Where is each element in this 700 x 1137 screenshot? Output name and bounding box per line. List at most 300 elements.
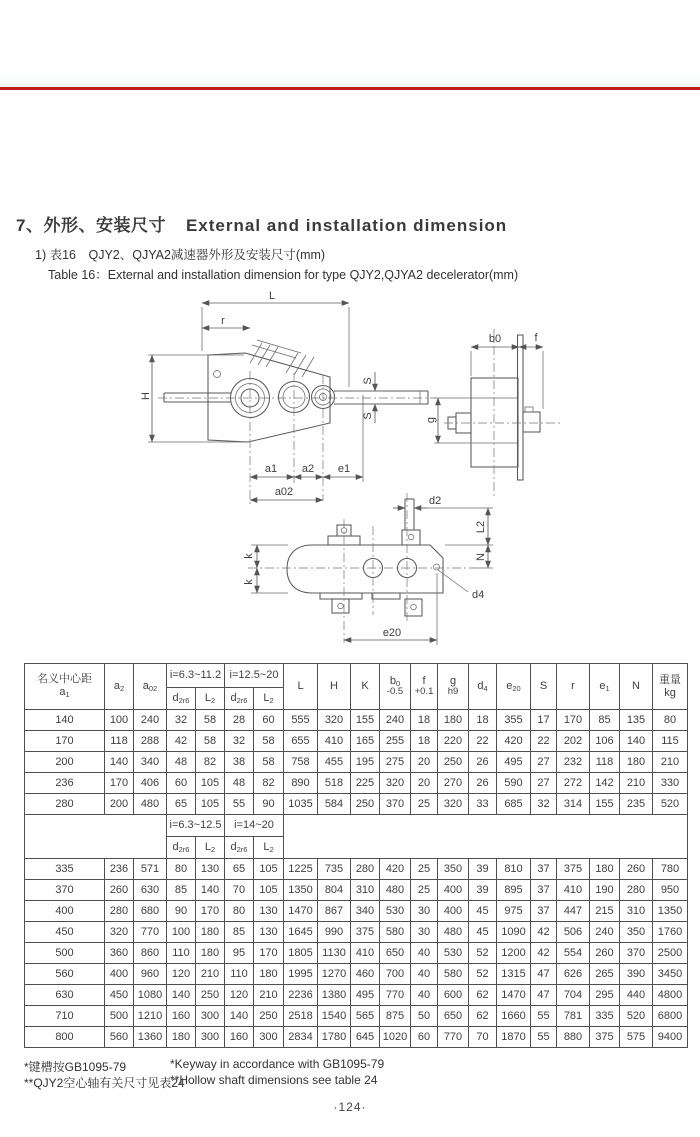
dim-label-e1: e1 [337, 463, 351, 475]
cell: 810 [497, 859, 531, 880]
cell: 260 [105, 880, 134, 901]
cell: 37 [531, 901, 557, 922]
cell: 390 [620, 964, 653, 985]
cell: 39 [469, 880, 497, 901]
cell: 106 [590, 731, 620, 752]
col-header-L2-hi: $L_2$ [196, 688, 225, 710]
cell: 58 [254, 752, 284, 773]
cell: 80 [225, 901, 254, 922]
cell: 22 [531, 731, 557, 752]
mid-header-empty-right [284, 815, 688, 859]
cell: 130 [254, 901, 284, 922]
cell: 210 [653, 752, 688, 773]
cell: 895 [497, 880, 531, 901]
col-header-g: g h9 [438, 664, 469, 710]
cell: 340 [351, 901, 380, 922]
cell: 135 [620, 710, 653, 731]
dim-label-S-top: S [362, 377, 374, 385]
cell-a1: 170 [25, 731, 105, 752]
cell: 42 [531, 943, 557, 964]
cell: 260 [620, 859, 653, 880]
table-row [25, 710, 688, 731]
cell: 62 [469, 985, 497, 1006]
dim-label-b0: b0 [488, 333, 502, 345]
cell: 1995 [284, 964, 318, 985]
cell: 450 [105, 985, 134, 1006]
dim-label-S-bottom: S [362, 412, 374, 420]
cell: 210 [620, 773, 653, 794]
table-row [25, 752, 688, 773]
col-header-weight: 重量 kg [653, 664, 688, 710]
cell: 100 [167, 922, 196, 943]
cell: 300 [254, 1027, 284, 1048]
cell: 265 [590, 964, 620, 985]
cell: 295 [590, 985, 620, 1006]
cell: 26 [469, 752, 497, 773]
cell: 340 [134, 752, 167, 773]
cell: 45 [469, 901, 497, 922]
cell: 105 [254, 859, 284, 880]
cell: 310 [351, 880, 380, 901]
cell: 520 [620, 1006, 653, 1027]
cell: 480 [134, 794, 167, 815]
cell: 55 [531, 1027, 557, 1048]
cell: 685 [497, 794, 531, 815]
cell: 37 [531, 880, 557, 901]
cell: 350 [438, 859, 469, 880]
cell: 25 [411, 859, 438, 880]
cell: 40 [411, 943, 438, 964]
cell: 6800 [653, 1006, 688, 1027]
col-header-d4: $d_4$ [469, 664, 497, 710]
cell: 875 [380, 1006, 411, 1027]
cell: 410 [557, 880, 590, 901]
cell: 52 [469, 943, 497, 964]
col-header-S: S [531, 664, 557, 710]
table-row [25, 943, 688, 964]
dim-label-a1: a1 [264, 463, 278, 475]
cell: 495 [351, 985, 380, 1006]
cell: 30 [411, 922, 438, 943]
col-header-H: H [318, 664, 351, 710]
dim-label-k-top: k [243, 553, 255, 559]
cell-a1: 500 [25, 943, 105, 964]
table-row [25, 731, 688, 752]
cell: 65 [225, 859, 254, 880]
table-row [25, 1027, 688, 1048]
cell: 250 [438, 752, 469, 773]
cell: 1470 [497, 985, 531, 1006]
cell: 155 [590, 794, 620, 815]
cell: 1360 [134, 1027, 167, 1048]
cell: 860 [134, 943, 167, 964]
cell: 180 [167, 1027, 196, 1048]
cell: 310 [620, 901, 653, 922]
cell: 140 [167, 985, 196, 1006]
cell: 447 [557, 901, 590, 922]
cell: 1225 [284, 859, 318, 880]
cell: 30 [411, 901, 438, 922]
footnote-hollow-shaft-zh: **QJY2空心轴有关尺寸见表24 [24, 1076, 185, 1090]
cell: 105 [196, 794, 225, 815]
cell: 220 [438, 731, 469, 752]
cell: 1540 [318, 1006, 351, 1027]
cell: 288 [134, 731, 167, 752]
dim-label-L2: L2 [475, 520, 487, 534]
page-title-en: External and installation dimension [185, 216, 508, 235]
footnote-hollow-shaft-en: **Hollow shaft dimensions see table 24 [170, 1073, 378, 1087]
cell: 406 [134, 773, 167, 794]
cell: 735 [318, 859, 351, 880]
cell: 500 [105, 1006, 134, 1027]
cell-a1: 370 [25, 880, 105, 901]
col-header-K: K [351, 664, 380, 710]
cell: 1080 [134, 985, 167, 1006]
cell: 370 [380, 794, 411, 815]
table-caption-en: Table 16：External and installation dimension for type QJY2,QJYA2 decelerator(mm) [48, 268, 519, 282]
cell: 530 [438, 943, 469, 964]
cell: 27 [531, 773, 557, 794]
cell: 270 [438, 773, 469, 794]
cell: 480 [438, 922, 469, 943]
cell: 1315 [497, 964, 531, 985]
cell: 300 [196, 1027, 225, 1048]
cell: 1210 [134, 1006, 167, 1027]
cell: 200 [105, 794, 134, 815]
dim-label-d4: d4 [472, 589, 485, 601]
cell: 1780 [318, 1027, 351, 1048]
col-header-d2r6-hi: $d_{2r6}$ [167, 688, 196, 710]
cell: 645 [351, 1027, 380, 1048]
cell: 190 [590, 880, 620, 901]
cell: 781 [557, 1006, 590, 1027]
cell: 118 [105, 731, 134, 752]
cell: 25 [411, 794, 438, 815]
cell: 565 [351, 1006, 380, 1027]
cell: 300 [196, 1006, 225, 1027]
cell: 95 [225, 943, 254, 964]
cell: 110 [167, 943, 196, 964]
cell: 314 [557, 794, 590, 815]
cell: 85 [225, 922, 254, 943]
cell: 575 [620, 1027, 653, 1048]
table-row [25, 985, 688, 1006]
dim-label-N: N [475, 553, 487, 561]
cell: 1645 [284, 922, 318, 943]
cell: 42 [167, 731, 196, 752]
cell-a1: 710 [25, 1006, 105, 1027]
cell-a1: 140 [25, 710, 105, 731]
cell: 130 [196, 859, 225, 880]
cell: 410 [351, 943, 380, 964]
cell: 280 [351, 859, 380, 880]
cell: 33 [469, 794, 497, 815]
cell: 48 [225, 773, 254, 794]
cell: 375 [557, 859, 590, 880]
cell: 1805 [284, 943, 318, 964]
cell: 370 [620, 943, 653, 964]
cell: 155 [351, 710, 380, 731]
cell: 1020 [380, 1027, 411, 1048]
cell-a1: 560 [25, 964, 105, 985]
cell: 210 [196, 964, 225, 985]
cell: 58 [196, 731, 225, 752]
col-header-ratio-high: i=6.3~11.2 [167, 664, 225, 688]
col-header-N: N [620, 664, 653, 710]
cell: 40 [411, 964, 438, 985]
cell: 90 [167, 901, 196, 922]
table-row [25, 922, 688, 943]
cell: 115 [653, 731, 688, 752]
col-header-f: f +0.1 [411, 664, 438, 710]
cell: 420 [380, 859, 411, 880]
cell: 360 [105, 943, 134, 964]
cell: 590 [497, 773, 531, 794]
dim-label-e20: e20 [382, 627, 402, 639]
mid-header-d2r6-lo: $d_{2r6}$ [225, 837, 254, 859]
mid-header-d2r6-hi: $d_{2r6}$ [167, 837, 196, 859]
cell: 320 [105, 922, 134, 943]
col-header-b0: $b_0$ -0.5 [380, 664, 411, 710]
cell: 1380 [318, 985, 351, 1006]
cell: 42 [531, 922, 557, 943]
cell: 320 [318, 710, 351, 731]
cell: 180 [196, 922, 225, 943]
cell: 240 [590, 922, 620, 943]
cell: 65 [167, 794, 196, 815]
table-row [25, 1006, 688, 1027]
cell: 560 [105, 1027, 134, 1048]
cell: 80 [167, 859, 196, 880]
table-row [25, 880, 688, 901]
cell: 330 [653, 773, 688, 794]
cell-a1: 800 [25, 1027, 105, 1048]
cell: 280 [620, 880, 653, 901]
cell: 4800 [653, 985, 688, 1006]
cell: 140 [620, 731, 653, 752]
cell: 20 [411, 773, 438, 794]
cell-a1: 630 [25, 985, 105, 1006]
cell: 32 [225, 731, 254, 752]
cell: 70 [225, 880, 254, 901]
cell: 118 [590, 752, 620, 773]
dim-label-g: g [425, 416, 437, 424]
cell: 530 [380, 901, 411, 922]
cell: 45 [469, 922, 497, 943]
cell: 80 [653, 710, 688, 731]
cell: 55 [225, 794, 254, 815]
tbody-group1 [25, 710, 688, 815]
cell: 320 [438, 794, 469, 815]
dim-label-k-bottom: k [243, 579, 255, 585]
dim-label-f: f [534, 332, 538, 344]
cell: 440 [620, 985, 653, 1006]
cell: 62 [469, 1006, 497, 1027]
cell: 47 [531, 964, 557, 985]
cell: 130 [254, 922, 284, 943]
cell: 48 [167, 752, 196, 773]
cell: 235 [620, 794, 653, 815]
cell: 170 [254, 943, 284, 964]
cell: 1470 [284, 901, 318, 922]
cell: 355 [497, 710, 531, 731]
cell: 18 [411, 731, 438, 752]
cell: 140 [196, 880, 225, 901]
cell: 975 [497, 901, 531, 922]
cell-a1: 450 [25, 922, 105, 943]
cell: 400 [438, 880, 469, 901]
col-header-a02: $a_{02}$ [134, 664, 167, 710]
cell: 650 [380, 943, 411, 964]
cell: 18 [411, 710, 438, 731]
cell: 420 [497, 731, 531, 752]
cell: 410 [318, 731, 351, 752]
cell: 1660 [497, 1006, 531, 1027]
footnote-keyway-zh: *键槽按GB1095-79 [24, 1060, 127, 1074]
cell: 40 [411, 985, 438, 1006]
cell: 375 [351, 922, 380, 943]
cell: 804 [318, 880, 351, 901]
cell: 2500 [653, 943, 688, 964]
col-header-center-distance: 名义中心距 $a_1$ [25, 664, 105, 710]
cell: 180 [620, 752, 653, 773]
cell: 554 [557, 943, 590, 964]
cell: 700 [380, 964, 411, 985]
cell-a1: 400 [25, 901, 105, 922]
table-row [25, 773, 688, 794]
cell: 580 [438, 964, 469, 985]
cell-a1: 335 [25, 859, 105, 880]
cell: 210 [254, 985, 284, 1006]
cell: 580 [380, 922, 411, 943]
cell: 17 [531, 710, 557, 731]
cell: 85 [167, 880, 196, 901]
cell: 170 [557, 710, 590, 731]
cell: 236 [105, 859, 134, 880]
cell: 22 [469, 731, 497, 752]
cell: 82 [254, 773, 284, 794]
col-header-r: r [557, 664, 590, 710]
cell: 110 [225, 964, 254, 985]
dim-label-a2: a2 [301, 463, 315, 475]
cell: 240 [134, 710, 167, 731]
dim-label-H: H [140, 392, 152, 400]
cell-a1: 280 [25, 794, 105, 815]
cell: 140 [105, 752, 134, 773]
footnote-keyway-en: *Keyway in accordance with GB1095-79 [170, 1057, 385, 1071]
table-row [25, 859, 688, 880]
technical-drawing [0, 283, 700, 663]
cell: 280 [105, 901, 134, 922]
cell: 70 [469, 1027, 497, 1048]
cell: 320 [380, 773, 411, 794]
cell: 890 [284, 773, 318, 794]
cell: 50 [411, 1006, 438, 1027]
cell: 18 [469, 710, 497, 731]
page-title-zh: 7、外形、安装尺寸 [16, 216, 166, 235]
cell: 880 [557, 1027, 590, 1048]
cell: 780 [653, 859, 688, 880]
col-header-e1: $e_1$ [590, 664, 620, 710]
cell: 140 [225, 1006, 254, 1027]
cell: 260 [590, 943, 620, 964]
col-header-ratio-low: i=12.5~20 [225, 664, 284, 688]
mid-header-ratio-high: i=6.3~12.5 [167, 815, 225, 837]
table-row [25, 901, 688, 922]
cell: 165 [351, 731, 380, 752]
cell: 60 [411, 1027, 438, 1048]
cell: 375 [590, 1027, 620, 1048]
cell: 232 [557, 752, 590, 773]
cell: 990 [318, 922, 351, 943]
dim-label-a02: a02 [274, 486, 294, 498]
cell: 195 [351, 752, 380, 773]
red-divider-rule [0, 87, 700, 90]
end-view-drawing [425, 329, 562, 497]
cell: 571 [134, 859, 167, 880]
dim-label-d2: d2 [429, 495, 442, 507]
cell: 770 [134, 922, 167, 943]
cell: 20 [411, 752, 438, 773]
cell: 1350 [284, 880, 318, 901]
cell: 160 [167, 1006, 196, 1027]
cell: 202 [557, 731, 590, 752]
cell: 867 [318, 901, 351, 922]
cell: 240 [380, 710, 411, 731]
dim-label-r: r [221, 315, 225, 327]
cell: 58 [254, 731, 284, 752]
cell: 630 [134, 880, 167, 901]
cell: 272 [557, 773, 590, 794]
cell: 400 [105, 964, 134, 985]
cell-a1: 236 [25, 773, 105, 794]
cell: 60 [254, 710, 284, 731]
cell: 506 [557, 922, 590, 943]
cell: 38 [225, 752, 254, 773]
cell: 555 [284, 710, 318, 731]
cell: 142 [590, 773, 620, 794]
cell: 25 [411, 880, 438, 901]
cell: 655 [284, 731, 318, 752]
cell: 495 [497, 752, 531, 773]
cell: 1130 [318, 943, 351, 964]
cell: 626 [557, 964, 590, 985]
cell: 770 [438, 1027, 469, 1048]
cell: 170 [196, 901, 225, 922]
cell: 215 [590, 901, 620, 922]
cell: 105 [254, 880, 284, 901]
tbody-group2 [25, 859, 688, 1048]
cell: 47 [531, 985, 557, 1006]
cell: 680 [134, 901, 167, 922]
mid-header-L2-lo: $L_2$ [254, 837, 284, 859]
cell: 2834 [284, 1027, 318, 1048]
col-header-d2r6-lo: $d_{2r6}$ [225, 688, 254, 710]
cell: 520 [653, 794, 688, 815]
cell: 650 [438, 1006, 469, 1027]
cell: 85 [590, 710, 620, 731]
cell-a1: 200 [25, 752, 105, 773]
cell: 960 [134, 964, 167, 985]
cell: 335 [590, 1006, 620, 1027]
dimension-table [24, 663, 688, 1048]
cell: 250 [351, 794, 380, 815]
cell: 27 [531, 752, 557, 773]
cell: 37 [531, 859, 557, 880]
col-header-L: L [284, 664, 318, 710]
cell: 55 [531, 1006, 557, 1027]
cell: 32 [167, 710, 196, 731]
